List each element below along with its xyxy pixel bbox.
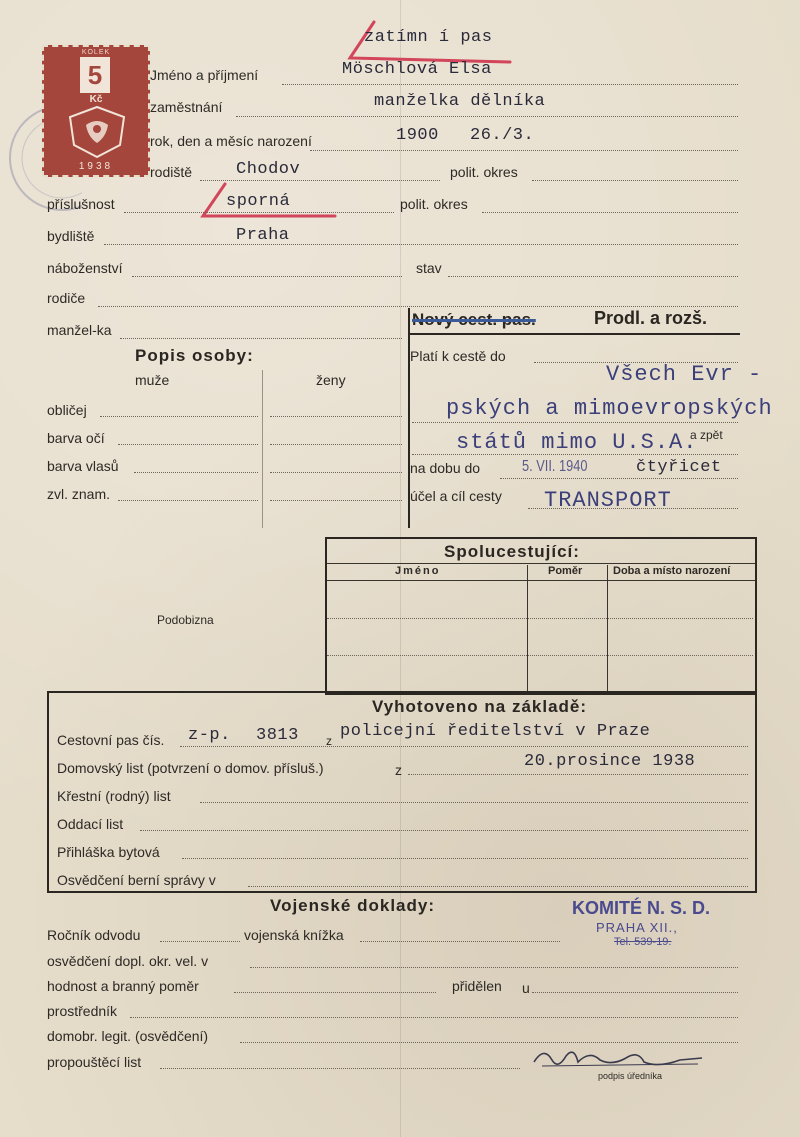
- dotline-vlasu-m: [134, 472, 258, 473]
- label-rodiste: rodiště: [150, 164, 193, 180]
- desc-row-zvl-znam: zvl. znam.: [47, 486, 111, 502]
- destination-line-2: pských a mimoevropských: [446, 396, 773, 421]
- label-bydliste: bydliště: [47, 228, 95, 244]
- dotline-krestni: [200, 802, 748, 803]
- dotline-zamestnani: [236, 116, 738, 117]
- companions-vline-2: [607, 565, 608, 691]
- dotline-bydliste: [104, 244, 738, 245]
- col-muze: muže: [135, 372, 170, 388]
- dotline-prostrednik: [130, 1017, 738, 1018]
- dotline-oblicej-m: [100, 416, 258, 417]
- dotline-hodnost: [234, 992, 436, 993]
- committee-stamp-line2: PRAHA XII.,: [596, 920, 678, 935]
- cestovni-z: z: [326, 734, 332, 748]
- label-manzel: manžel-ka: [47, 322, 112, 338]
- label-plati: Platí k cestě do: [410, 348, 506, 364]
- issued-title: Vyhotoveno na základě:: [372, 697, 588, 716]
- label-hodnost: hodnost a branný poměr: [47, 978, 199, 994]
- dotline-pridelen: [532, 992, 738, 993]
- value-zamestnani: manželka dělníka: [374, 92, 546, 111]
- label-prihlaska: Přihláška bytová: [57, 844, 160, 860]
- label-domobr: domobr. legit. (osvědčení): [47, 1028, 209, 1044]
- dotline-vlasu-z: [270, 472, 402, 473]
- passport-underline: [408, 333, 740, 335]
- dotline-dest-2: [412, 422, 738, 423]
- cestovni-from: policejní ředitelství v Praze: [340, 722, 651, 741]
- value-jmeno: Möschlová Elsa: [342, 60, 492, 79]
- companions-col-doba: Doba a místo narození: [613, 565, 731, 577]
- dotline-prihlaska: [182, 858, 748, 859]
- dotline-dest-3: [412, 454, 738, 455]
- desc-row-barva-oci: barva očí: [47, 430, 105, 446]
- committee-stamp-line3: Tel. 539-19.: [614, 936, 672, 948]
- label-polit-okres-1: polit. okres: [450, 164, 518, 180]
- revenue-stamp-year: 1938: [78, 161, 114, 172]
- dotline-stav: [448, 276, 738, 277]
- revenue-stamp-top: KOLEK: [81, 49, 111, 56]
- domovsky-z: z: [395, 762, 402, 778]
- label-pridelen: přidělen: [452, 978, 502, 994]
- label-na-dobu: na dobu do: [410, 460, 481, 476]
- ucel-value: TRANSPORT: [544, 488, 672, 513]
- dotline-knizka: [360, 941, 560, 942]
- label-domovsky: Domovský list (potvrzení o domov. přísluš.): [57, 760, 324, 776]
- value-rodiste: Chodov: [236, 160, 301, 179]
- prodl-rozs: Prodl. a rozš.: [594, 308, 708, 328]
- label-knizka: vojenská knížka: [244, 927, 344, 943]
- label-osvedceni-dopl: osvědčení dopl. okr. vel. v: [47, 953, 209, 969]
- label-narozeni: rok, den a měsíc narození: [150, 133, 312, 149]
- value-narozeni-rok: 1900: [396, 126, 439, 145]
- official-signature: [530, 1040, 710, 1074]
- label-rocnik: Ročník odvodu: [47, 927, 141, 943]
- dotline-rocnik: [160, 941, 240, 942]
- revenue-stamp-unit: Kč: [89, 94, 103, 105]
- label-ucel: účel a cíl cesty: [410, 488, 502, 504]
- label-krestni: Křestní (rodný) list: [57, 788, 171, 804]
- dotline-oblicej-z: [270, 416, 402, 417]
- na-dobu-value: čtyřicet: [636, 458, 722, 477]
- zpet-text: a zpět: [690, 428, 723, 442]
- dotline-manzel: [120, 338, 402, 339]
- destination-line-3: států mimo U.S.A.: [456, 430, 698, 455]
- dotline-narozeni: [310, 150, 738, 151]
- cestovni-num-prefix: z-p.: [188, 726, 231, 745]
- companions-rule-2: [327, 580, 755, 581]
- companions-col-jmeno: Jméno: [395, 565, 441, 577]
- value-bydliste: Praha: [236, 226, 290, 245]
- dotline-prislusnost: [124, 212, 394, 213]
- dotline-znam-m: [118, 500, 258, 501]
- military-title: Vojenské doklady:: [270, 896, 436, 915]
- committee-stamp-line1: KOMITÉ N. S. D.: [572, 898, 711, 918]
- dotline-okres-2: [482, 212, 738, 213]
- description-divider: [262, 370, 263, 528]
- dotline-oci-z: [270, 444, 402, 445]
- novy-cest-pas-struck: Nový cest. pas.: [412, 310, 536, 329]
- companions-title: Spolucestující:: [444, 542, 580, 561]
- dotline-cestovni: [180, 746, 748, 747]
- dotline-domovsky: [408, 774, 748, 775]
- dotline-osvedceni-berni: [248, 886, 748, 887]
- value-narozeni-den: 26./3.: [470, 126, 535, 145]
- heading-popis-osoby: Popis osoby:: [135, 346, 254, 365]
- dotline-rodice: [98, 306, 738, 307]
- dotline-oddaci: [140, 830, 748, 831]
- photo-right-rule: [325, 537, 327, 693]
- dotline-rodiste: [200, 180, 440, 181]
- dotline-na-dobu: [500, 478, 738, 479]
- label-prostrednik: prostředník: [47, 1003, 118, 1019]
- desc-row-barva-vlasu: barva vlasů: [47, 458, 119, 474]
- companions-row-2: [327, 655, 753, 656]
- revenue-stamp: [42, 45, 150, 177]
- col-zeny: ženy: [316, 372, 346, 388]
- domovsky-value: 20.prosince 1938: [524, 752, 696, 771]
- label-stav: stav: [416, 260, 442, 276]
- na-dobu-stamp: 5. VII. 1940: [522, 458, 588, 475]
- dotline-oci-m: [118, 444, 258, 445]
- photo-label: Podobizna: [157, 613, 214, 627]
- label-zamestnani: zaměstnání: [150, 99, 223, 115]
- pridelen-u: u: [522, 980, 530, 996]
- desc-row-oblicej: obličej: [47, 402, 87, 418]
- label-cestovni-pas: Cestovní pas čís.: [57, 732, 165, 748]
- dotline-nabozenstvi: [132, 276, 402, 277]
- value-prislusnost: sporná: [226, 192, 291, 211]
- dotline-osvedceni-dopl: [250, 967, 738, 968]
- label-nabozenstvi: náboženství: [47, 260, 123, 276]
- revenue-stamp-value: 5: [80, 57, 110, 93]
- label-prislusnost: příslušnost: [47, 196, 115, 212]
- companions-vline-1: [527, 565, 528, 691]
- companions-rule-1: [327, 563, 755, 564]
- dotline-okres-1: [532, 180, 738, 181]
- companions-row-1: [327, 618, 753, 619]
- companions-col-pomer: Poměr: [548, 565, 583, 577]
- cestovni-num: 3813: [256, 726, 299, 745]
- label-rodice: rodiče: [47, 290, 86, 306]
- dotline-ucel: [528, 508, 738, 509]
- dotline-znam-z: [270, 500, 402, 501]
- dotline-jmeno: [282, 84, 738, 85]
- label-propousteci: propouštěcí list: [47, 1054, 142, 1070]
- label-oddaci: Oddací list: [57, 816, 124, 832]
- destination-line-1: Všech Evr -: [606, 362, 763, 387]
- label-jmeno: Jméno a příjmení: [150, 67, 259, 83]
- signature-caption: podpis úředníka: [598, 1071, 663, 1081]
- dotline-propousteci: [160, 1068, 520, 1069]
- label-osvedceni-berni: Osvědčení berní správy v: [57, 872, 216, 888]
- label-polit-okres-2: polit. okres: [400, 196, 468, 212]
- lion-emblem-icon: [66, 105, 128, 159]
- note-zatimni-pas: zatímn í pas: [364, 28, 493, 47]
